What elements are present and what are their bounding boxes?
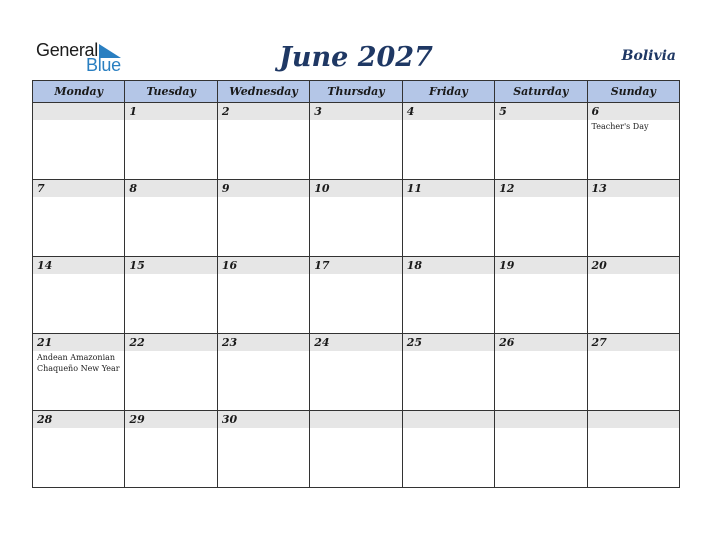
week-row (33, 180, 680, 257)
day-number: 29 (129, 413, 145, 426)
day-number: 25 (406, 336, 422, 349)
day-number-bar (403, 257, 494, 274)
day-cell (310, 180, 402, 257)
day-cell (217, 411, 309, 488)
day-number-bar (125, 334, 216, 351)
day-cell (125, 257, 217, 334)
calendar-title: June 2027 (279, 42, 433, 73)
day-number-bar (33, 180, 124, 197)
day-cell (125, 411, 217, 488)
day-number-bar (403, 103, 494, 120)
day-cell (587, 103, 679, 180)
day-number: 20 (591, 259, 607, 272)
day-number-bar (125, 180, 216, 197)
day-cell (217, 257, 309, 334)
calendar-grid (32, 80, 680, 488)
day-cell (125, 180, 217, 257)
logo-text-blue: Blue (86, 55, 121, 75)
weekday-friday: Friday (402, 81, 494, 103)
day-cell (495, 411, 587, 488)
day-cell (495, 180, 587, 257)
country-name: Bolivia (621, 48, 676, 64)
day-cell (33, 411, 125, 488)
week-row (33, 103, 680, 180)
day-number-bar (495, 334, 586, 351)
day-number-bar (125, 257, 216, 274)
weekday-thursday: Thursday (310, 81, 402, 103)
day-cell (495, 257, 587, 334)
day-cell (33, 257, 125, 334)
day-cell (495, 103, 587, 180)
day-cell (217, 180, 309, 257)
day-number-bar (218, 180, 309, 197)
day-number: 5 (499, 105, 507, 118)
day-number-bar (33, 103, 124, 120)
day-cell (33, 180, 125, 257)
day-cell (310, 411, 402, 488)
day-number: 12 (499, 182, 515, 195)
day-cell (587, 257, 679, 334)
day-cell (310, 103, 402, 180)
day-number: 23 (221, 336, 238, 349)
day-number-bar (125, 411, 216, 428)
day-number-bar (310, 411, 401, 428)
logo-text-general: General (36, 40, 98, 60)
day-number-bar (495, 411, 586, 428)
day-cell (217, 103, 309, 180)
day-number: 28 (37, 413, 53, 426)
day-number: 10 (314, 182, 330, 195)
day-number-bar (403, 411, 494, 428)
day-cell (587, 334, 679, 411)
day-number-bar (33, 411, 124, 428)
day-number: 8 (129, 182, 138, 195)
day-number: 24 (314, 336, 330, 349)
week-row (33, 334, 680, 411)
day-cell (310, 257, 402, 334)
day-number: 6 (591, 105, 600, 118)
day-number-bar (218, 411, 309, 428)
day-number: 19 (499, 259, 515, 272)
day-number: 9 (221, 182, 230, 195)
day-cell (217, 334, 309, 411)
day-number-bar (310, 257, 401, 274)
day-number: 4 (406, 105, 415, 118)
weekday-sunday: Sunday (587, 81, 679, 103)
day-number: 26 (499, 336, 515, 349)
day-number-bar (218, 257, 309, 274)
weekday-tuesday: Tuesday (125, 81, 217, 103)
day-number-bar (218, 103, 309, 120)
day-number-bar (310, 180, 401, 197)
day-number-bar (33, 257, 124, 274)
day-number-bar (310, 103, 401, 120)
day-number-bar (495, 257, 586, 274)
holiday-event: Andean Amazonian Chaqueño New Year (37, 353, 120, 373)
day-number: 15 (129, 259, 145, 272)
week-row (33, 257, 680, 334)
week-row (33, 411, 680, 488)
day-number: 22 (129, 336, 145, 349)
day-number-bar (588, 103, 679, 120)
day-number: 2 (221, 105, 230, 118)
weekday-monday: Monday (33, 81, 125, 103)
day-number-bar (310, 334, 401, 351)
day-number: 30 (221, 413, 238, 426)
day-number: 27 (591, 336, 607, 349)
day-cell (125, 103, 217, 180)
day-number: 18 (406, 259, 422, 272)
day-cell (587, 180, 679, 257)
day-number: 13 (591, 182, 607, 195)
day-number: 14 (37, 259, 53, 272)
day-number-bar (588, 411, 679, 428)
day-cell (310, 334, 402, 411)
day-cell (402, 180, 494, 257)
day-cell (402, 103, 494, 180)
weekday-saturday: Saturday (495, 81, 587, 103)
day-cell (125, 334, 217, 411)
day-cell (33, 334, 125, 411)
day-number-bar (403, 180, 494, 197)
day-cell (402, 257, 494, 334)
day-cell (402, 334, 494, 411)
day-number-bar (588, 257, 679, 274)
day-number-bar (495, 180, 586, 197)
day-number: 7 (37, 182, 45, 195)
day-number-bar (125, 103, 216, 120)
day-number: 17 (314, 259, 330, 272)
day-number: 21 (37, 336, 53, 349)
day-number-bar (588, 180, 679, 197)
day-cell (402, 411, 494, 488)
day-number: 3 (314, 105, 322, 118)
day-number: 1 (129, 105, 138, 118)
weekday-header-row (33, 81, 680, 103)
day-cell (587, 411, 679, 488)
day-number-bar (33, 334, 124, 351)
day-number: 16 (221, 259, 238, 272)
day-cell (495, 334, 587, 411)
day-number-bar (403, 334, 494, 351)
day-number: 11 (406, 182, 422, 195)
day-number-bar (218, 334, 309, 351)
day-cell (33, 103, 125, 180)
day-number-bar (588, 334, 679, 351)
weekday-wednesday: Wednesday (217, 81, 309, 103)
holiday-event: Teacher's Day (591, 122, 649, 131)
day-number-bar (495, 103, 586, 120)
